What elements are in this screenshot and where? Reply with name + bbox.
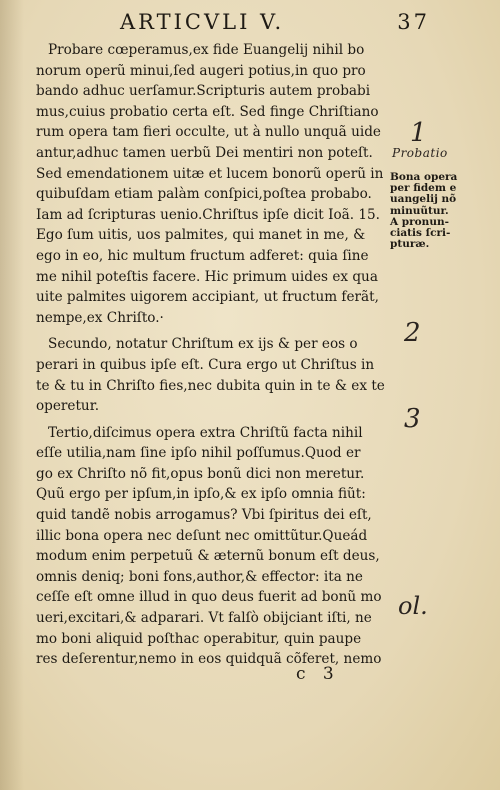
text-line: Ego ſum uitis, uos palmites, qui manet in me, & — [36, 227, 366, 244]
margin-note-line: A pronun- — [390, 215, 449, 228]
text-line: ego in eo, hic multum fructum adferet: quia ſine — [36, 247, 369, 264]
text-line: operetur. — [36, 398, 100, 415]
text-line: Sed emendationem uitæ et lucem bonorũ operũ in — [36, 165, 384, 182]
text-line: Secundo, notatur Chriſtum ex ijs & per eos o — [48, 336, 358, 353]
text-line: Tertio,diſcimus opera extra Chriſtũ facta nihil — [48, 424, 363, 441]
printed-marginal-note — [390, 172, 494, 250]
text-line: perari in quibus ipſe eſt. Cura ergo ut Chriſtus in — [36, 356, 375, 373]
margin-note-line: Bona opera — [390, 171, 458, 183]
margin-note-line: minuũtur. — [390, 204, 449, 217]
margin-note-line: pturæ. — [390, 238, 430, 251]
text-line: nempe,ex Chriſto.· — [36, 309, 164, 326]
text-line: quibuſdam etiam palàm conſpici,poſtea probabo. — [36, 186, 372, 203]
text-line: bando adhuc uerſamur.Scripturis autem probabi — [36, 83, 371, 100]
text-line: uite palmites uigorem accipiant, ut fructum ferãt, — [36, 289, 379, 306]
text-line: mus,cuius probatio certa eſt. Sed finge Chriſtiano — [36, 103, 379, 120]
text-line: eſſe utilia,nam ſine ipſo nihil poſſumus.Quod er — [36, 445, 361, 462]
folio-number: 37 — [397, 10, 430, 34]
handwritten-mark-1: 1 — [410, 118, 427, 148]
running-title: ARTICVLI V. — [120, 10, 285, 34]
text-line: Iam ad ſcripturas uenio.Chriſtus ipſe dicit Ioã. 15. — [36, 206, 380, 223]
text-line: omnis deniq; boni fons,author,& effector: ita ne — [36, 568, 363, 585]
gutter-shadow — [0, 0, 24, 790]
text-line: norum operũ minui,ſed augeri potius,in quo pro — [36, 62, 366, 79]
text-line: illic bona opera nec deſunt nec omittũtur.Queád — [36, 527, 368, 544]
text-line: modum enim perpetuũ & æternũ bonum eſt deus, — [36, 548, 380, 565]
handwritten-mark-2: 2 — [404, 318, 421, 348]
text-line: me nihil poteſtis facere. Hic primum uides ex qua — [36, 268, 378, 285]
text-line: rum opera tam fieri occulte, ut à nullo unquã uide — [36, 124, 381, 141]
text-line: mo boni aliquid poſthac operabitur, quin paupe — [36, 630, 362, 647]
margin-note-line: uangelij nõ — [390, 193, 457, 206]
handwritten-mark-3: 3 — [404, 404, 421, 434]
text-line: res deſerentur,nemo in eos quidquã cõferet, nemo — [36, 651, 382, 668]
text-line: ueri,excitari,& adparari. Vt falſò obijciant iſti, ne — [36, 610, 372, 627]
signature-mark: c 3 — [296, 664, 340, 684]
text-line: go ex Chriſto nõ fit,opus bonũ dici non meretur. — [36, 465, 365, 482]
handwritten-annotation: Probatio — [392, 146, 448, 160]
text-line: quid tandẽ nobis arrogamus? Vbi ſpiritus dei eſt, — [36, 507, 372, 524]
body-text — [36, 40, 390, 670]
handwritten-mark-4: ol. — [398, 592, 428, 620]
text-line: te & tu in Chriſto fies,nec dubita quin in te & ex te — [36, 377, 385, 394]
text-line: Quũ ergo per ipſum,in ipſo,& ex ipſo omnia fiũt: — [36, 486, 366, 503]
text-line: Probare cœperamus,ex fide Euangelij nihil bo — [48, 42, 365, 58]
text-line: ceſſe eſt omne illud in quo deus fuerit ad bonũ mo — [36, 589, 382, 606]
margin-note-line: per fidem e — [390, 182, 457, 195]
text-line: antur,adhuc tamen uerbũ Dei mentiri non poteſt. — [36, 144, 373, 161]
margin-note-line: ciatis ſcri- — [390, 227, 451, 240]
